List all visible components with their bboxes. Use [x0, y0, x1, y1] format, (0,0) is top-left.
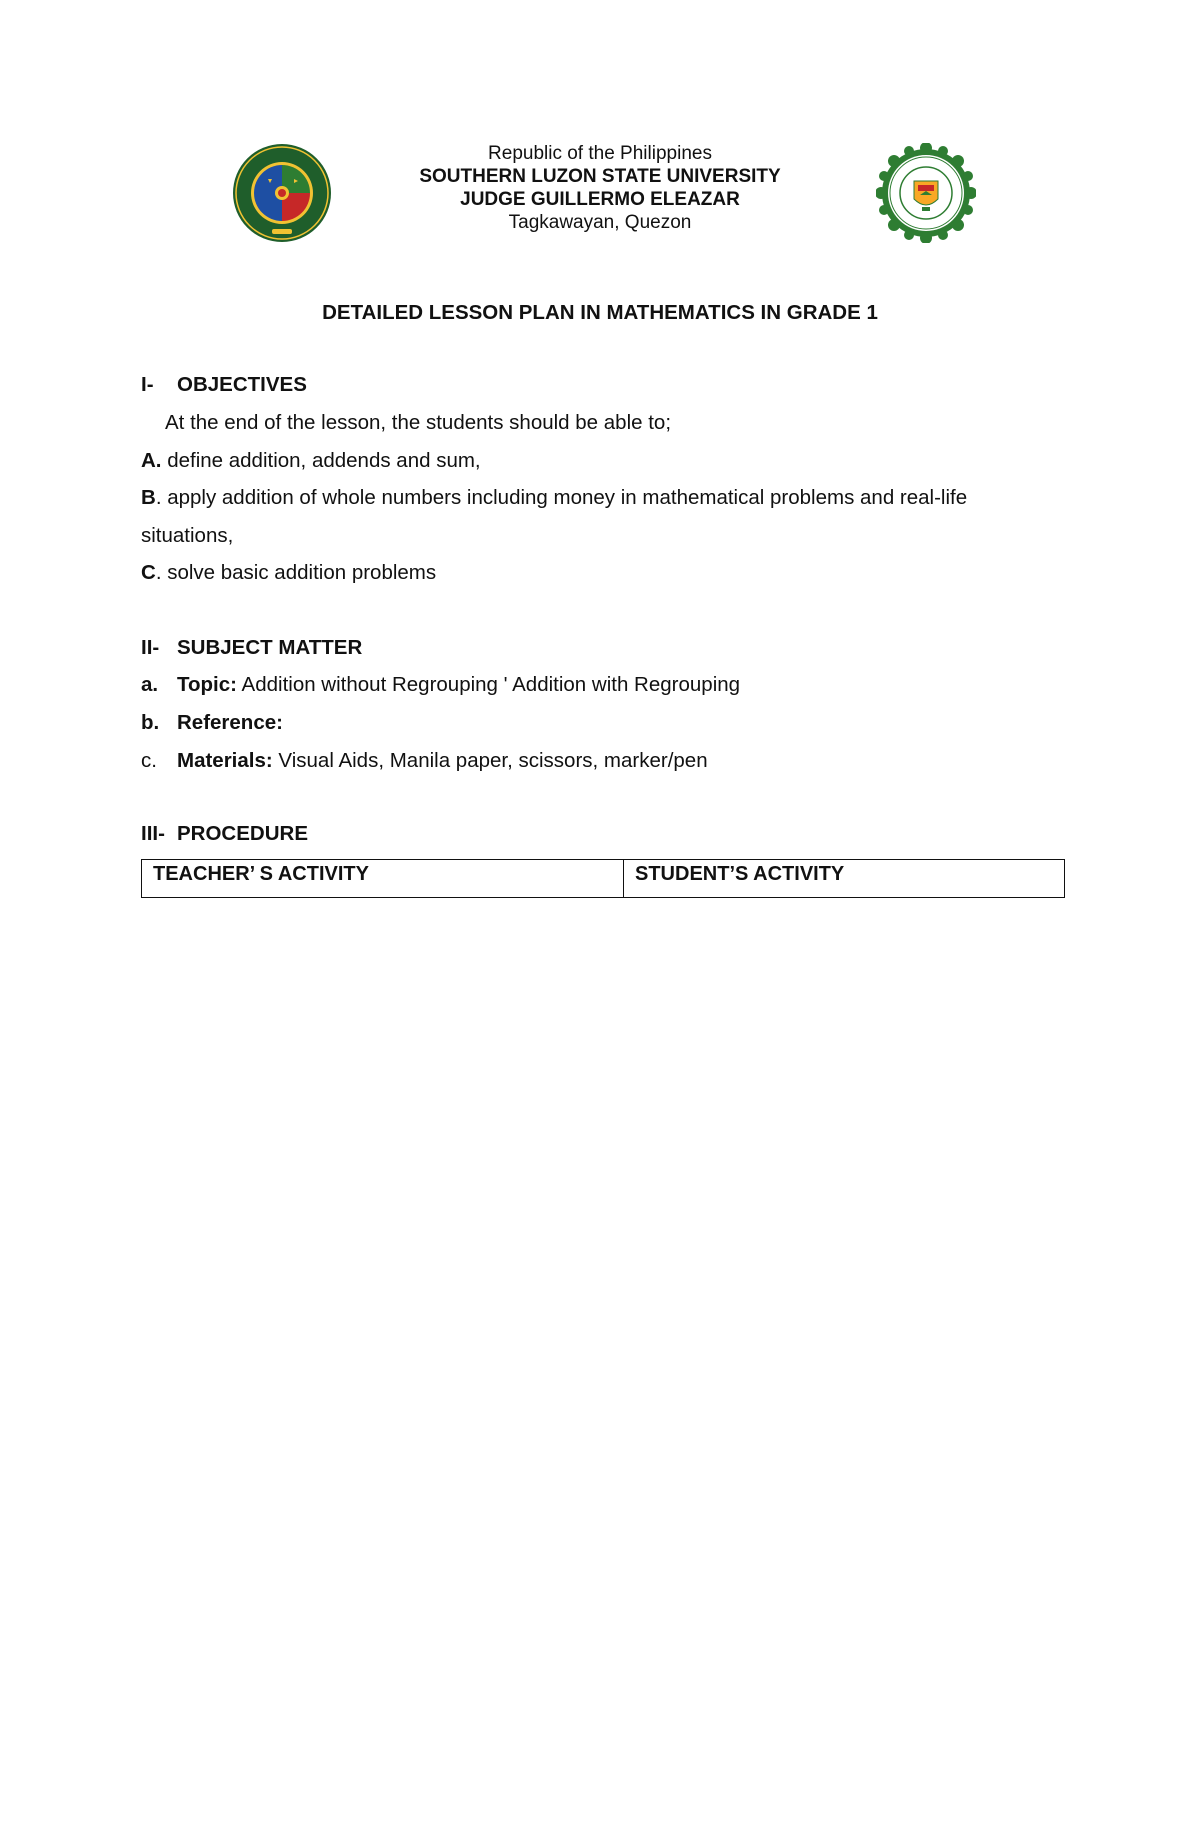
subject-matter-number: II-	[141, 636, 160, 659]
objective-text: . solve basic addition problems	[155, 561, 437, 584]
document-header	[0, 142, 1200, 234]
subject-item-text: Addition without Regrouping ' Addition with Regrouping	[236, 673, 741, 696]
subject-item-materials	[141, 749, 708, 773]
objective-item-c	[141, 561, 436, 585]
subject-item-label: Topic:	[177, 673, 237, 696]
objective-letter: C	[141, 561, 156, 584]
objective-item-a	[141, 449, 481, 473]
subject-item-text: Visual Aids, Manila paper, scissors, marker/pen	[272, 749, 708, 772]
subject-matter-heading-label: SUBJECT MATTER	[177, 636, 363, 659]
header-republic: Republic of the Philippines	[488, 143, 712, 164]
subject-item-reference	[141, 711, 283, 735]
subject-item-topic	[141, 673, 740, 697]
objectives-number: I-	[141, 373, 154, 396]
objective-letter: B	[141, 486, 156, 509]
header-university: SOUTHERN LUZON STATE UNIVERSITY	[419, 166, 781, 187]
header-campus: JUDGE GUILLERMO ELEAZAR	[460, 189, 740, 210]
objective-text: . apply addition of whole numbers including money in mathematical problems and real-life	[155, 486, 968, 509]
objective-text: situations,	[141, 524, 234, 547]
procedure-table	[141, 859, 1065, 898]
subject-item-label: Reference:	[177, 711, 283, 734]
procedure-heading-label: PROCEDURE	[177, 822, 308, 845]
objectives-heading	[141, 373, 307, 397]
teacher-activity-header: TEACHER’ S ACTIVITY	[142, 860, 624, 897]
objectives-intro: At the end of the lesson, the students should be able to;	[165, 411, 672, 434]
objective-letter: A.	[141, 449, 162, 472]
student-activity-header: STUDENT’S ACTIVITY	[635, 863, 845, 885]
subject-item-letter: b.	[141, 711, 160, 734]
campus-seal-right-icon	[876, 143, 976, 243]
header-location: Tagkawayan, Quezon	[508, 212, 692, 233]
document-title: DETAILED LESSON PLAN IN MATHEMATICS IN GRADE 1	[322, 301, 878, 324]
objective-item-b-continued	[141, 524, 233, 548]
subject-matter-heading	[141, 636, 362, 660]
subject-item-letter: c.	[141, 749, 157, 772]
objective-item-b	[141, 486, 967, 510]
procedure-heading	[141, 822, 308, 846]
subject-item-label: Materials:	[177, 749, 273, 772]
procedure-number: III-	[141, 822, 165, 845]
objectives-heading-label: OBJECTIVES	[177, 373, 307, 396]
objective-text: define addition, addends and sum,	[161, 449, 481, 472]
subject-item-letter: a.	[141, 673, 159, 696]
